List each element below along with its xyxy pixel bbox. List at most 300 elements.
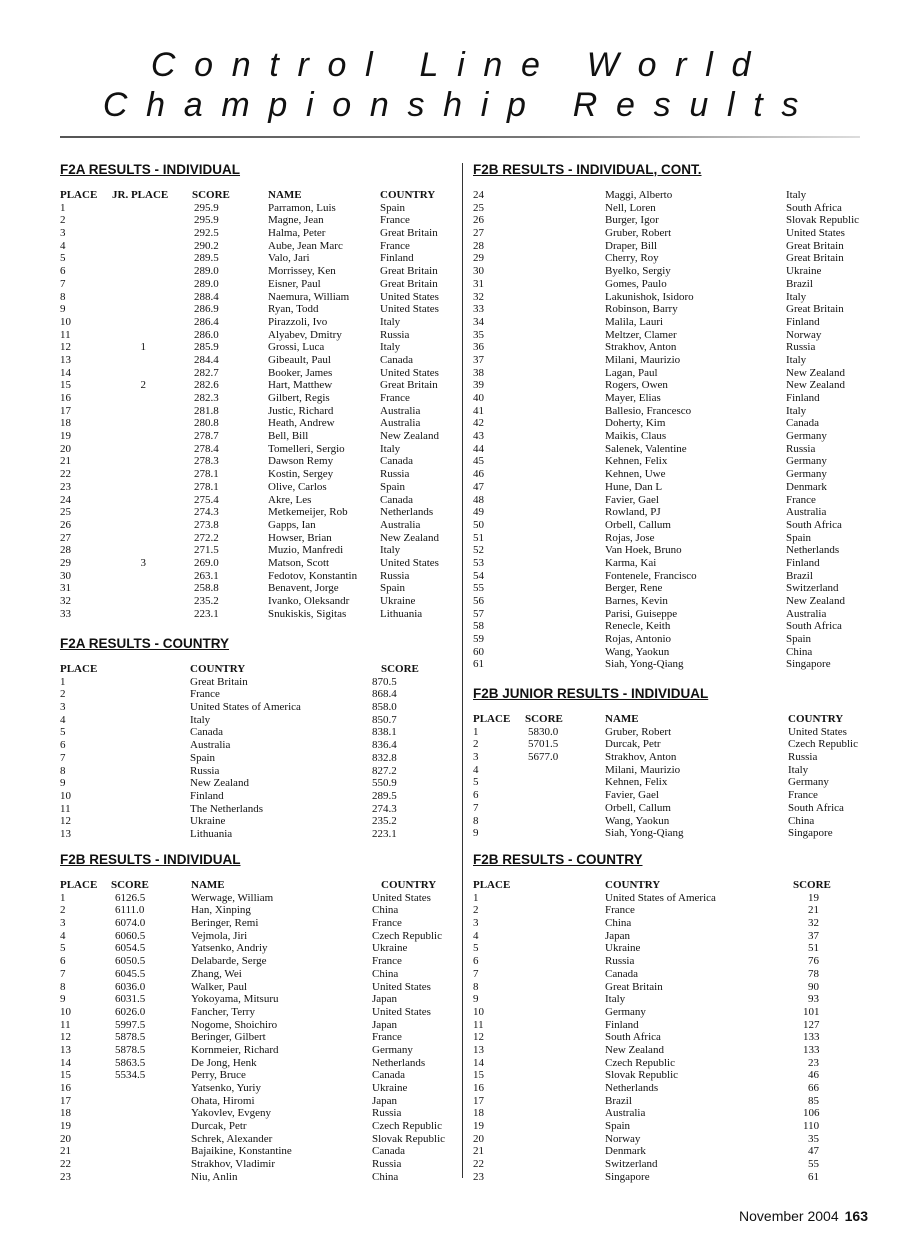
score-cell: 55 xyxy=(808,1158,819,1171)
place-cell: 43 xyxy=(473,430,484,443)
score-cell: 289.0 xyxy=(194,265,219,278)
score-cell: 868.4 xyxy=(372,688,397,701)
country-cell: United States xyxy=(380,290,439,303)
country-cell: Slovak Republic xyxy=(786,214,860,227)
name-cell: Yakovlev, Evgeny xyxy=(191,1107,272,1120)
score-cell: 6054.5 xyxy=(115,942,146,955)
table-row xyxy=(60,379,450,392)
table-row xyxy=(473,379,873,392)
table-row xyxy=(60,468,450,481)
country-cell: The Netherlands xyxy=(190,802,263,815)
country-cell: France xyxy=(380,214,410,227)
place-cell: 13 xyxy=(60,827,71,840)
title-line-1: Control Line World xyxy=(150,46,770,84)
place-cell: 12 xyxy=(473,1031,484,1044)
name-cell: Favier, Gael xyxy=(605,493,659,506)
f2b-junior-heading: F2B JUNIOR RESULTS - INDIVIDUAL xyxy=(473,686,709,701)
country-cell: Ukraine xyxy=(372,942,408,955)
f2a-individual-table xyxy=(60,189,450,620)
f2b-individual-heading: F2B RESULTS - INDIVIDUAL xyxy=(60,852,241,867)
country-cell: China xyxy=(605,917,632,930)
name-cell: Vejmola, Jiri xyxy=(191,929,248,942)
name-cell: Snukiskis, Sigitas xyxy=(268,607,347,620)
place-cell: 7 xyxy=(60,967,66,980)
place-cell: 19 xyxy=(60,430,71,443)
country-cell: France xyxy=(788,789,818,802)
place-cell: 5 xyxy=(473,776,479,789)
table-row xyxy=(473,544,873,557)
name-cell: Strakhov, Anton xyxy=(605,751,677,764)
score-cell: 286.0 xyxy=(194,328,219,341)
country-cell: United States xyxy=(380,366,439,379)
table-row xyxy=(60,828,450,841)
country-cell: Japan xyxy=(372,993,398,1006)
country-cell: Brazil xyxy=(786,569,813,582)
country-cell: Slovak Republic xyxy=(605,1069,679,1082)
score-cell: 288.4 xyxy=(194,290,219,303)
country-cell: United States xyxy=(380,303,439,316)
country-cell: France xyxy=(605,904,635,917)
name-cell: Parramon, Luis xyxy=(268,201,336,214)
table-row xyxy=(60,506,450,519)
name-cell: Nogome, Shoichiro xyxy=(191,1018,278,1031)
place-cell: 2 xyxy=(60,688,66,701)
score-cell: 5863.5 xyxy=(115,1056,146,1069)
table-row xyxy=(60,443,450,456)
score-cell: 838.1 xyxy=(372,726,397,739)
table-row xyxy=(473,930,873,943)
score-cell: 275.4 xyxy=(194,493,219,506)
table-row xyxy=(473,405,873,418)
country-cell: Spain xyxy=(380,582,406,595)
place-cell: 12 xyxy=(60,815,71,828)
country-cell: Russia xyxy=(380,328,410,341)
table-row xyxy=(60,1120,455,1133)
place-cell: 2 xyxy=(473,738,479,751)
score-cell: 858.0 xyxy=(372,701,397,714)
place-cell: 13 xyxy=(60,353,71,366)
col-country-header: COUNTRY xyxy=(381,879,437,891)
place-cell: 49 xyxy=(473,506,484,519)
table-row xyxy=(60,688,450,701)
table-row xyxy=(473,303,873,316)
place-cell: 35 xyxy=(473,328,484,341)
name-cell: Naemura, William xyxy=(268,290,350,303)
place-cell: 1 xyxy=(60,891,66,904)
score-cell: 274.3 xyxy=(194,506,219,519)
place-cell: 4 xyxy=(473,763,479,776)
score-cell: 46 xyxy=(808,1069,819,1082)
name-cell: Metkemeijer, Rob xyxy=(268,506,348,519)
country-cell: Czech Republic xyxy=(372,1120,442,1133)
place-cell: 21 xyxy=(473,1145,484,1158)
country-cell: Czech Republic xyxy=(605,1056,675,1069)
country-cell: Netherlands xyxy=(786,544,840,557)
score-cell: 133 xyxy=(803,1043,820,1056)
place-cell: 53 xyxy=(473,556,484,569)
name-cell: Dawson Remy xyxy=(268,455,334,468)
table-row xyxy=(60,367,450,380)
table-row xyxy=(473,430,873,443)
name-cell: Siah, Yong-Qiang xyxy=(605,658,684,671)
place-cell: 36 xyxy=(473,341,484,354)
place-cell: 26 xyxy=(60,518,71,531)
country-cell: Germany xyxy=(786,468,827,481)
country-cell: Czech Republic xyxy=(372,929,442,942)
score-cell: 285.9 xyxy=(194,341,219,354)
place-cell: 13 xyxy=(473,1043,484,1056)
place-cell: 1 xyxy=(60,675,66,688)
country-cell: Canada xyxy=(786,417,819,430)
score-cell: 850.7 xyxy=(372,713,397,726)
country-cell: Spain xyxy=(380,480,406,493)
name-cell: De Jong, Henk xyxy=(191,1056,257,1069)
country-cell: Canada xyxy=(190,726,223,739)
table-row xyxy=(60,1158,455,1171)
table-row xyxy=(60,341,450,354)
country-cell: United States of America xyxy=(605,891,716,904)
table-row xyxy=(60,265,450,278)
country-cell: Italy xyxy=(380,544,401,557)
place-cell: 2 xyxy=(473,904,479,917)
place-cell: 29 xyxy=(60,556,71,569)
table-row xyxy=(473,1158,873,1171)
name-cell: Lakunishok, Isidoro xyxy=(605,290,694,303)
table-row xyxy=(473,608,873,621)
name-cell: Gapps, Ian xyxy=(268,518,316,531)
country-cell: Great Britain xyxy=(786,252,844,265)
score-cell: 6026.0 xyxy=(115,1005,146,1018)
score-cell: 289.5 xyxy=(194,252,219,265)
place-cell: 46 xyxy=(473,468,484,481)
country-cell: Brazil xyxy=(605,1094,632,1107)
table-header-row xyxy=(473,879,873,892)
name-cell: Beringer, Gilbert xyxy=(191,1031,266,1044)
country-cell: Russia xyxy=(190,764,220,777)
name-cell: Draper, Bill xyxy=(605,239,658,252)
name-cell: Nell, Loren xyxy=(605,201,656,214)
country-cell: Spain xyxy=(190,751,216,764)
name-cell: Walker, Paul xyxy=(191,980,248,993)
place-cell: 33 xyxy=(473,303,484,316)
col-name-header: NAME xyxy=(191,879,225,891)
f2a-country-heading: F2A RESULTS - COUNTRY xyxy=(60,636,230,651)
name-cell: Grossi, Luca xyxy=(268,341,325,354)
name-cell: Beringer, Remi xyxy=(191,917,259,930)
country-cell: Australia xyxy=(190,739,231,752)
score-cell: 133 xyxy=(803,1031,820,1044)
place-cell: 54 xyxy=(473,569,484,582)
country-cell: Australia xyxy=(380,404,421,417)
title-rule xyxy=(60,136,860,138)
country-cell: United States of America xyxy=(190,701,301,714)
country-cell: Netherlands xyxy=(605,1082,659,1094)
country-cell: Netherlands xyxy=(380,506,434,519)
place-cell: 6 xyxy=(60,739,66,752)
table-row xyxy=(473,1145,873,1158)
score-cell: 273.8 xyxy=(194,518,219,531)
country-cell: Finland xyxy=(380,252,414,265)
table-row xyxy=(60,917,455,930)
table-row xyxy=(473,519,873,532)
name-cell: Perry, Bruce xyxy=(191,1069,246,1082)
place-cell: 59 xyxy=(473,633,484,646)
table-row xyxy=(473,738,873,751)
place-cell: 26 xyxy=(473,214,484,227)
place-cell: 27 xyxy=(473,227,484,240)
col-country-header: COUNTRY xyxy=(380,189,436,201)
place-cell: 22 xyxy=(60,468,71,481)
score-cell: 278.4 xyxy=(194,442,219,455)
f2a-individual-heading: F2A RESULTS - INDIVIDUAL xyxy=(60,162,241,177)
country-cell: Germany xyxy=(372,1043,413,1056)
name-cell: Gruber, Robert xyxy=(605,725,672,738)
score-cell: 223.1 xyxy=(372,827,397,840)
country-cell: Spain xyxy=(786,633,812,646)
place-cell: 23 xyxy=(60,480,71,493)
table-row xyxy=(473,392,873,405)
place-cell: 10 xyxy=(60,1005,71,1018)
name-cell: Rogers, Owen xyxy=(605,379,668,392)
score-cell: 106 xyxy=(803,1107,820,1120)
place-cell: 61 xyxy=(473,658,484,671)
country-cell: Lithuania xyxy=(190,827,233,840)
table-row xyxy=(60,329,450,342)
name-cell: Yatsenko, Yuriy xyxy=(191,1082,261,1094)
place-cell: 32 xyxy=(473,290,484,303)
col-score-header: SCORE xyxy=(525,713,563,725)
country-cell: Russia xyxy=(786,442,816,455)
place-cell: 11 xyxy=(473,1018,484,1031)
table-row xyxy=(60,532,450,545)
score-cell: 6050.5 xyxy=(115,955,146,968)
place-cell: 9 xyxy=(473,993,479,1006)
name-cell: Orbell, Callum xyxy=(605,801,671,814)
score-cell: 5534.5 xyxy=(115,1069,146,1082)
table-row xyxy=(473,455,873,468)
score-cell: 278.1 xyxy=(194,468,219,481)
score-cell: 23 xyxy=(808,1056,819,1069)
place-cell: 9 xyxy=(60,303,66,316)
place-cell: 19 xyxy=(473,1120,484,1133)
place-cell: 17 xyxy=(60,1094,71,1107)
place-cell: 15 xyxy=(473,1069,484,1082)
table-row xyxy=(473,1133,873,1146)
name-cell: Strakhov, Anton xyxy=(605,341,677,354)
score-cell: 836.4 xyxy=(372,739,397,752)
name-cell: Maggi, Alberto xyxy=(605,189,673,201)
place-cell: 6 xyxy=(473,789,479,802)
country-cell: France xyxy=(372,1031,402,1044)
name-cell: Matson, Scott xyxy=(268,556,330,569)
place-cell: 14 xyxy=(473,1056,484,1069)
name-cell: Pirazzoli, Ivo xyxy=(268,315,328,328)
name-cell: Byelko, Sergiy xyxy=(605,265,671,278)
country-cell: Germany xyxy=(786,455,827,468)
score-cell: 295.9 xyxy=(194,214,219,227)
place-cell: 25 xyxy=(473,201,484,214)
table-header-row xyxy=(60,879,455,892)
score-cell: 235.2 xyxy=(194,595,219,607)
table-row xyxy=(473,189,873,202)
table-row xyxy=(473,993,873,1006)
place-cell: 11 xyxy=(60,1018,71,1031)
name-cell: Tomelleri, Sergio xyxy=(268,442,345,455)
score-cell: 286.4 xyxy=(194,315,219,328)
country-cell: Brazil xyxy=(786,277,813,290)
place-cell: 3 xyxy=(473,751,479,764)
place-cell: 21 xyxy=(60,455,71,468)
table-row xyxy=(473,265,873,278)
place-cell: 5 xyxy=(60,726,66,739)
place-cell: 5 xyxy=(60,252,66,265)
country-cell: Italy xyxy=(605,993,626,1006)
title-line-2: Championship Results xyxy=(102,86,818,124)
place-cell: 31 xyxy=(473,277,484,290)
country-cell: United States xyxy=(380,556,439,569)
name-cell: Eisner, Paul xyxy=(268,277,321,290)
score-cell: 51 xyxy=(808,942,819,955)
place-cell: 5 xyxy=(473,942,479,955)
country-cell: Great Britain xyxy=(380,379,438,392)
country-cell: Ukraine xyxy=(605,942,641,955)
place-cell: 20 xyxy=(60,442,71,455)
place-cell: 21 xyxy=(60,1145,71,1158)
name-cell: Olive, Carlos xyxy=(268,480,327,493)
country-cell: Singapore xyxy=(605,1170,650,1183)
country-cell: China xyxy=(372,1170,399,1183)
country-cell: Russia xyxy=(372,1107,402,1120)
name-cell: Schrek, Alexander xyxy=(191,1132,273,1145)
country-cell: Canada xyxy=(372,1145,405,1158)
place-cell: 57 xyxy=(473,607,484,620)
f2b-individual-table xyxy=(60,879,455,1184)
country-cell: Finland xyxy=(786,392,820,404)
place-cell: 8 xyxy=(60,980,66,993)
country-cell: Australia xyxy=(380,518,421,531)
place-cell: 1 xyxy=(60,201,66,214)
table-row xyxy=(60,252,450,265)
name-cell: Benavent, Jorge xyxy=(268,582,339,595)
country-cell: Great Britain xyxy=(786,303,844,316)
score-cell: 85 xyxy=(808,1094,819,1107)
jr-place-cell: 1 xyxy=(140,341,146,354)
score-cell: 292.5 xyxy=(194,227,219,240)
table-row xyxy=(60,930,455,943)
score-cell: 281.8 xyxy=(194,404,219,417)
score-cell: 5878.5 xyxy=(115,1043,146,1056)
table-row xyxy=(60,803,450,816)
score-cell: 289.5 xyxy=(372,789,397,802)
place-cell: 12 xyxy=(60,1031,71,1044)
place-cell: 42 xyxy=(473,417,484,430)
country-cell: Italy xyxy=(380,315,401,328)
place-cell: 32 xyxy=(60,595,71,607)
col-place-header: PLACE xyxy=(473,713,511,725)
table-row xyxy=(60,214,450,227)
place-cell: 27 xyxy=(60,531,71,544)
country-cell: Norway xyxy=(786,328,822,341)
table-row xyxy=(60,405,450,418)
table-row xyxy=(60,1107,455,1120)
f2b-country-table xyxy=(473,879,873,1184)
table-row xyxy=(60,278,450,291)
table-row xyxy=(60,752,450,765)
table-row xyxy=(473,1006,873,1019)
place-cell: 7 xyxy=(60,277,66,290)
place-cell: 41 xyxy=(473,404,484,417)
place-cell: 9 xyxy=(60,777,66,790)
table-row xyxy=(473,532,873,545)
country-cell: Canada xyxy=(380,455,413,468)
country-cell: Japan xyxy=(372,1094,398,1107)
country-cell: Russia xyxy=(380,569,410,582)
country-cell: Switzerland xyxy=(605,1158,658,1171)
place-cell: 44 xyxy=(473,442,484,455)
place-cell: 1 xyxy=(473,891,479,904)
table-row xyxy=(60,790,450,803)
score-cell: 5830.0 xyxy=(528,725,559,738)
table-row xyxy=(60,1031,455,1044)
score-cell: 101 xyxy=(803,1005,820,1018)
table-row xyxy=(60,392,450,405)
score-cell: 235.2 xyxy=(372,815,397,828)
country-cell: South Africa xyxy=(786,201,842,214)
col-place-header: PLACE xyxy=(60,189,98,201)
place-cell: 60 xyxy=(473,645,484,658)
country-cell: New Zealand xyxy=(380,531,439,544)
place-cell: 34 xyxy=(473,315,484,328)
name-cell: Booker, James xyxy=(268,366,333,379)
place-cell: 31 xyxy=(60,582,71,595)
place-cell: 50 xyxy=(473,518,484,531)
country-cell: Italy xyxy=(190,713,211,726)
name-cell: Hune, Dan L xyxy=(605,480,663,493)
country-cell: Japan xyxy=(605,929,631,942)
score-cell: 295.9 xyxy=(194,201,219,214)
place-cell: 4 xyxy=(60,929,66,942)
place-cell: 25 xyxy=(60,506,71,519)
name-cell: Strakhov, Vladimir xyxy=(191,1158,276,1171)
table-row xyxy=(473,481,873,494)
table-row xyxy=(473,1069,873,1082)
table-row xyxy=(60,316,450,329)
table-row xyxy=(473,341,873,354)
score-cell: 286.9 xyxy=(194,303,219,316)
country-cell: Lithuania xyxy=(380,607,423,620)
table-row xyxy=(473,892,873,905)
country-cell: Germany xyxy=(788,776,829,789)
place-cell: 18 xyxy=(473,1107,484,1120)
name-cell: Valo, Jari xyxy=(268,252,310,265)
place-cell: 10 xyxy=(60,315,71,328)
name-cell: Karma, Kai xyxy=(605,556,657,569)
table-row xyxy=(60,1171,455,1184)
col-name-header: NAME xyxy=(605,713,639,725)
table-row xyxy=(60,303,450,316)
country-cell: France xyxy=(372,917,402,930)
table-row xyxy=(60,1069,455,1082)
table-row xyxy=(60,1133,455,1146)
f2b-individual-cont-heading: F2B RESULTS - INDIVIDUAL, CONT. xyxy=(473,162,702,177)
table-row xyxy=(473,1107,873,1120)
table-row xyxy=(60,417,450,430)
table-row xyxy=(473,789,873,802)
name-cell: Fontenele, Francisco xyxy=(605,569,697,582)
f2b-individual-cont-table xyxy=(473,189,873,671)
score-cell: 76 xyxy=(808,955,819,968)
score-cell: 290.2 xyxy=(194,239,219,252)
